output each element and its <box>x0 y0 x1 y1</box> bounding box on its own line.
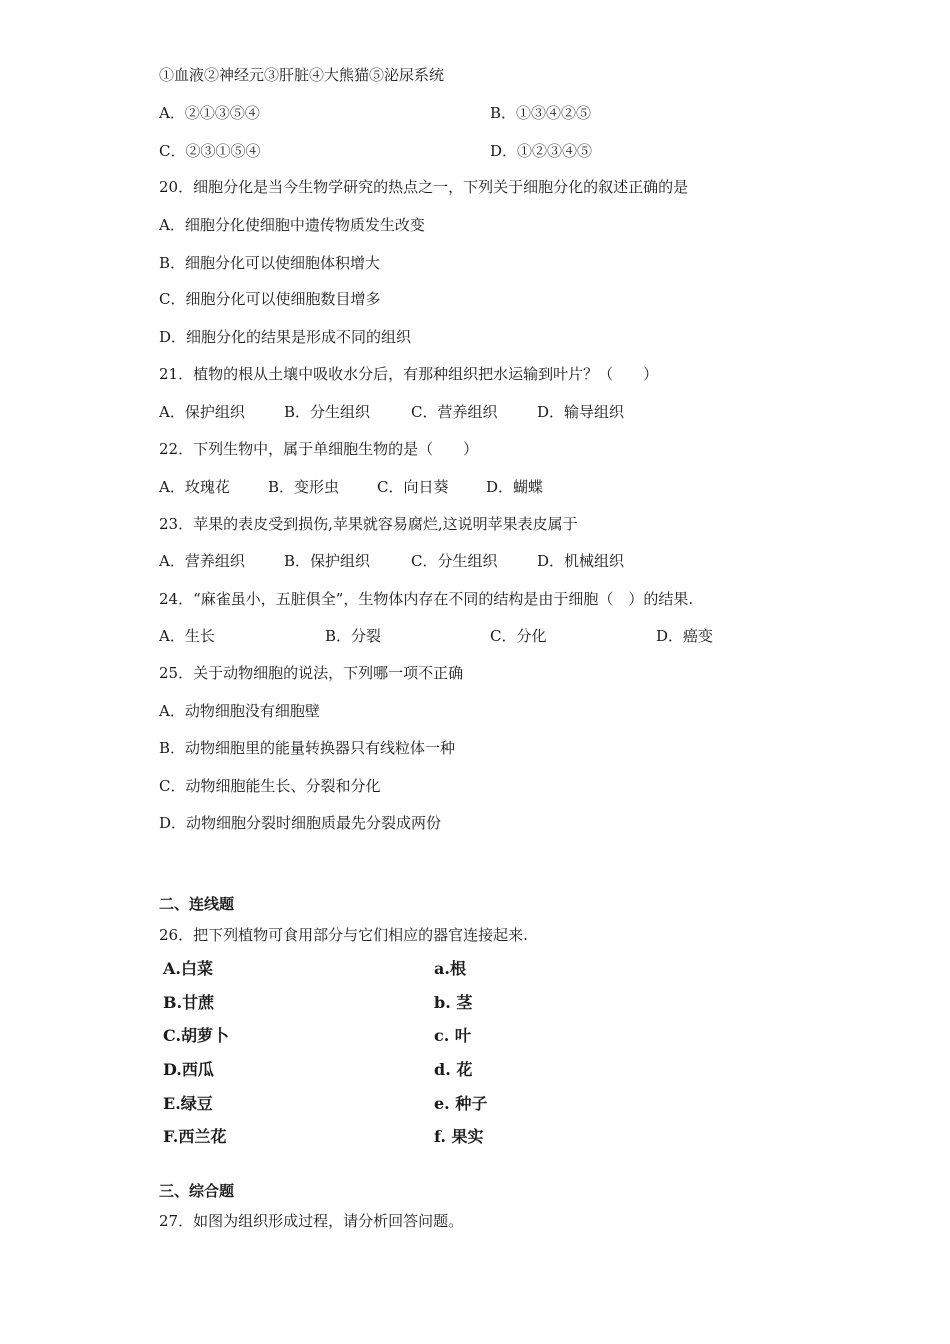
q21-stem: 21．植物的根从土壤中吸收水分后，有那种组织把水运输到叶片？（ ） <box>159 365 659 383</box>
q26-right-item: b. 茎 <box>434 993 473 1012</box>
q25-option-d: D．动物细胞分裂时细胞质最先分裂成两份 <box>159 814 442 832</box>
q24-option-a: A．生长 <box>159 627 215 645</box>
q19-option-b: B．①③④②⑤ <box>490 104 592 122</box>
q23-option-a: A．营养组织 <box>159 552 245 570</box>
q20-stem: 20．细胞分化是当今生物学研究的热点之一，下列关于细胞分化的叙述正确的是 <box>159 178 689 196</box>
q23-option-b: B．保护组织 <box>284 552 371 570</box>
section-heading-matching: 二、连线题 <box>159 895 235 913</box>
q25-option-c: C．动物细胞能生长、分裂和分化 <box>159 777 381 795</box>
q26-right-item: a.根 <box>434 959 466 978</box>
q21-option-d: D．输导组织 <box>537 403 625 421</box>
q23-option-d: D．机械组织 <box>537 552 625 570</box>
q22-option-a: A．玫瑰花 <box>159 478 230 496</box>
q22-option-c: C．向日葵 <box>377 478 449 496</box>
q19-option-d: D．①②③④⑤ <box>490 142 593 160</box>
q26-right-item: e. 种子 <box>434 1094 488 1113</box>
q20-option-b: B．细胞分化可以使细胞体积增大 <box>159 254 381 272</box>
q25-option-a: A．动物细胞没有细胞壁 <box>159 702 320 720</box>
q21-option-a: A．保护组织 <box>159 403 245 421</box>
q26-right-item: c. 叶 <box>434 1026 471 1045</box>
q24-option-b: B．分裂 <box>325 627 382 645</box>
q26-left-item: F.西兰花 <box>163 1127 227 1146</box>
q25-option-b: B．动物细胞里的能量转换器只有线粒体一种 <box>159 739 456 757</box>
q26-left-item: B.甘蔗 <box>163 993 215 1012</box>
q23-option-c: C．分生组织 <box>411 552 498 570</box>
q19-items: ①血液②神经元③肝脏④大熊猫⑤泌尿系统 <box>159 66 445 84</box>
q26-stem: 26．把下列植物可食用部分与它们相应的器官连接起来. <box>159 926 528 944</box>
q24-stem: 24．“麻雀虽小，五脏俱全”，生物体内存在不同的结构是由于细胞（ ）的结果. <box>159 590 694 608</box>
q27-stem: 27．如图为组织形成过程，请分析回答问题。 <box>159 1212 464 1230</box>
q19-option-c: C．②③①⑤④ <box>159 142 261 160</box>
q26-left-item: C.胡萝卜 <box>163 1026 230 1045</box>
q22-stem: 22．下列生物中，属于单细胞生物的是（ ） <box>159 440 479 458</box>
q21-option-c: C．营养组织 <box>411 403 498 421</box>
q22-option-b: B．变形虫 <box>268 478 340 496</box>
q26-right-item: f. 果实 <box>434 1127 484 1146</box>
q23-stem: 23．苹果的表皮受到损伤,苹果就容易腐烂,这说明苹果表皮属于 <box>159 515 578 533</box>
q25-stem: 25．关于动物细胞的说法，下列哪一项不正确 <box>159 664 464 682</box>
q26-left-item: D.西瓜 <box>163 1060 214 1079</box>
q26-left-item: A.白菜 <box>163 959 213 978</box>
section-heading-comprehensive: 三、综合题 <box>159 1182 235 1200</box>
q24-option-d: D．癌变 <box>656 627 714 645</box>
q26-left-item: E.绿豆 <box>163 1094 213 1113</box>
q21-option-b: B．分生组织 <box>284 403 371 421</box>
q24-option-c: C．分化 <box>490 627 547 645</box>
q19-option-a: A．②①③⑤④ <box>159 104 260 122</box>
q22-option-d: D．蝴蝶 <box>486 478 544 496</box>
q20-option-a: A．细胞分化使细胞中遗传物质发生改变 <box>159 216 425 234</box>
q20-option-c: C．细胞分化可以使细胞数目增多 <box>159 290 381 308</box>
q20-option-d: D．细胞分化的结果是形成不同的组织 <box>159 328 412 346</box>
q26-right-item: d. 花 <box>434 1060 473 1079</box>
